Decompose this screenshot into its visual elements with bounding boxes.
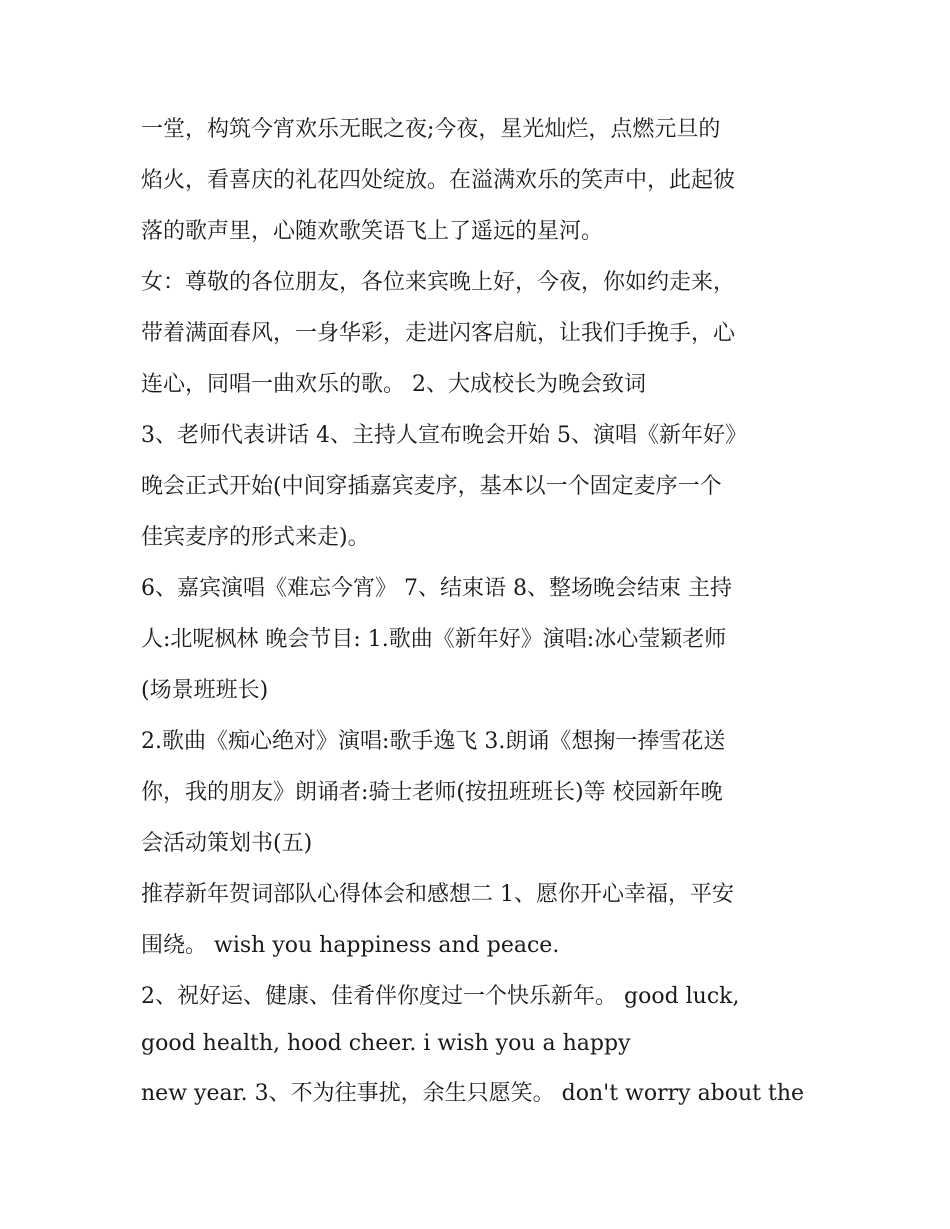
text-line: 晚会正式开始(中间穿插嘉宾麦序，基本以一个固定麦序一个 — [141, 474, 722, 499]
text-line: 佳宾麦序的形式来走)。 — [141, 525, 370, 550]
text-line: 落的歌声里，心随欢歌笑语飞上了遥远的星河。 — [141, 219, 604, 244]
text-line: good health, hood cheer. i wish you a happy — [141, 1031, 631, 1056]
text-line: 一堂，构筑今宵欢乐无眠之夜;今夜，星光灿烂，点燃元旦的 — [141, 117, 721, 142]
text-line: 连心，同唱一曲欢乐的歌。 2、大成校长为晚会致词 — [141, 372, 646, 397]
text-line: (场景班班长) — [141, 678, 269, 703]
body-text — [141, 108, 821, 1123]
text-line: 会活动策划书(五) — [141, 831, 313, 856]
text-line: 带着满面春风，一身华彩，走进闪客启航，让我们手挽手，心 — [141, 321, 736, 346]
text-line: 3、老师代表讲话 4、主持人宣布晚会开始 5、演唱《新年好》 — [141, 423, 747, 448]
text-line: 女：尊敬的各位朋友，各位来宾晚上好，今夜，你如约走来， — [141, 270, 736, 295]
text-line: 2、祝好运、健康、佳肴伴你度过一个快乐新年。 good luck, — [141, 984, 740, 1009]
text-line: 推荐新年贺词部队心得体会和感想二 1、愿你开心幸福，平安 — [141, 882, 734, 907]
text-line: 6、嘉宾演唱《难忘今宵》 7、结束语 8、整场晚会结束 主持 — [141, 576, 732, 601]
text-line: 围绕。 wish you happiness and peace. — [141, 933, 560, 958]
text-line: new year. 3、不为往事扰，余生只愿笑。 don't worry about the — [141, 1081, 805, 1106]
text-line: 你，我的朋友》朗诵者:骑士老师(按扭班班长)等 校园新年晚 — [141, 780, 723, 805]
text-line: 人:北呢枫林 晚会节目: 1.歌曲《新年好》演唱:冰心莹颖老师 — [141, 627, 727, 652]
text-line: 2.歌曲《痴心绝对》演唱:歌手逸飞 3.朗诵《想掬一捧雪花送 — [141, 729, 726, 754]
text-line: 焰火，看喜庆的礼花四处绽放。在溢满欢乐的笑声中，此起彼 — [141, 168, 736, 193]
